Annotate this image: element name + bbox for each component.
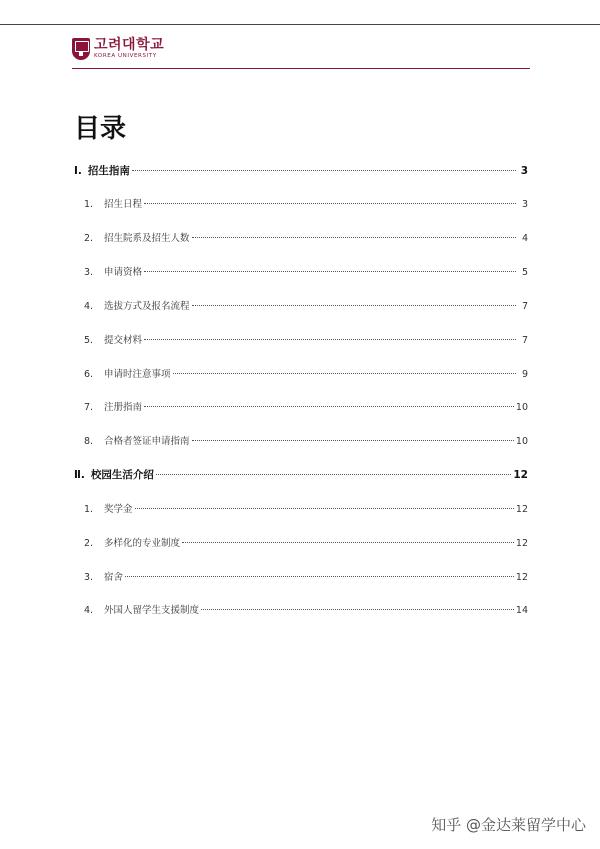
toc-entry[interactable] (74, 163, 528, 181)
toc-label: 提交材料 (104, 335, 143, 346)
dot-leader (182, 542, 514, 543)
toc-entry[interactable] (74, 196, 528, 214)
toc-label: 申请资格 (104, 267, 143, 278)
toc-page: 10 (515, 436, 528, 447)
toc-number: Ⅰ. (74, 165, 82, 177)
toc-number: 4. (84, 605, 94, 616)
toc-number: 2. (84, 233, 94, 244)
toc-page: 7 (521, 335, 528, 346)
toc-page: 3 (520, 165, 528, 177)
toc-entry[interactable] (74, 399, 528, 417)
toc-page: 12 (513, 469, 528, 481)
dot-leader (144, 271, 516, 272)
toc-page: 10 (515, 402, 528, 413)
toc-number: 6. (84, 369, 94, 380)
toc-number: 8. (84, 436, 94, 447)
logo-korean: 고려대학교 (94, 37, 165, 54)
toc-entry[interactable] (74, 501, 528, 519)
toc-entry[interactable] (74, 298, 528, 316)
toc-label: 注册指南 (104, 402, 143, 413)
toc-page: 5 (521, 267, 528, 278)
toc-entry[interactable] (74, 230, 528, 248)
toc-number: 1. (84, 504, 94, 515)
toc-entry[interactable] (74, 467, 528, 485)
logo-text (94, 38, 164, 60)
toc-label: 招生日程 (104, 199, 143, 210)
toc-label: 多样化的专业制度 (104, 538, 181, 549)
watermark: 知乎 @金达莱留学中心 (431, 816, 586, 834)
dot-leader (201, 609, 514, 610)
toc-number: 3. (84, 572, 94, 583)
university-logo (72, 36, 164, 62)
dot-leader (135, 508, 514, 509)
toc-entry[interactable] (74, 569, 528, 587)
toc-entry[interactable] (74, 366, 528, 384)
toc-entry[interactable] (74, 602, 528, 620)
dot-leader (156, 474, 511, 475)
dot-leader (144, 406, 514, 407)
toc-entry[interactable] (74, 264, 528, 282)
toc-page: 9 (521, 369, 528, 380)
dot-leader (192, 440, 514, 441)
toc-entry[interactable] (74, 535, 528, 553)
toc-number: 5. (84, 335, 94, 346)
toc-number: Ⅱ. (74, 469, 85, 481)
toc-number: 2. (84, 538, 94, 549)
toc-label: 合格者签证申请指南 (104, 436, 190, 447)
toc-number: 7. (84, 402, 94, 413)
dot-leader (125, 576, 514, 577)
university-crest-icon (72, 38, 90, 60)
toc-label: 招生指南 (87, 165, 130, 177)
dot-leader (173, 373, 516, 374)
dot-leader (192, 305, 516, 306)
dot-leader (144, 203, 516, 204)
toc-label: 宿舍 (104, 572, 124, 583)
toc-label: 申请时注意事项 (104, 369, 171, 380)
toc-page: 7 (521, 301, 528, 312)
toc-label: 校园生活介绍 (90, 469, 154, 481)
toc-page: 12 (515, 572, 528, 583)
toc-number: 1. (84, 199, 94, 210)
toc-page: 14 (515, 605, 528, 616)
dot-leader (192, 237, 516, 238)
header-rule (72, 68, 530, 69)
toc-label: 招生院系及招生人数 (104, 233, 190, 244)
top-rule (0, 24, 600, 25)
logo-english: KOREA UNIVERSITY (94, 53, 157, 60)
dot-leader (144, 339, 516, 340)
toc-page: 3 (521, 199, 528, 210)
toc-label: 奖学金 (104, 504, 133, 515)
toc-page: 12 (515, 504, 528, 515)
toc-entry[interactable] (74, 433, 528, 451)
toc-label: 选拔方式及报名流程 (104, 301, 190, 312)
toc-number: 4. (84, 301, 94, 312)
toc-entry[interactable] (74, 332, 528, 350)
dot-leader (132, 170, 516, 171)
toc-number: 3. (84, 267, 94, 278)
toc-page: 12 (515, 538, 528, 549)
toc-label: 外国人留学生支援制度 (104, 605, 200, 616)
toc-page: 4 (521, 233, 528, 244)
page-title: 目录 (74, 114, 127, 144)
